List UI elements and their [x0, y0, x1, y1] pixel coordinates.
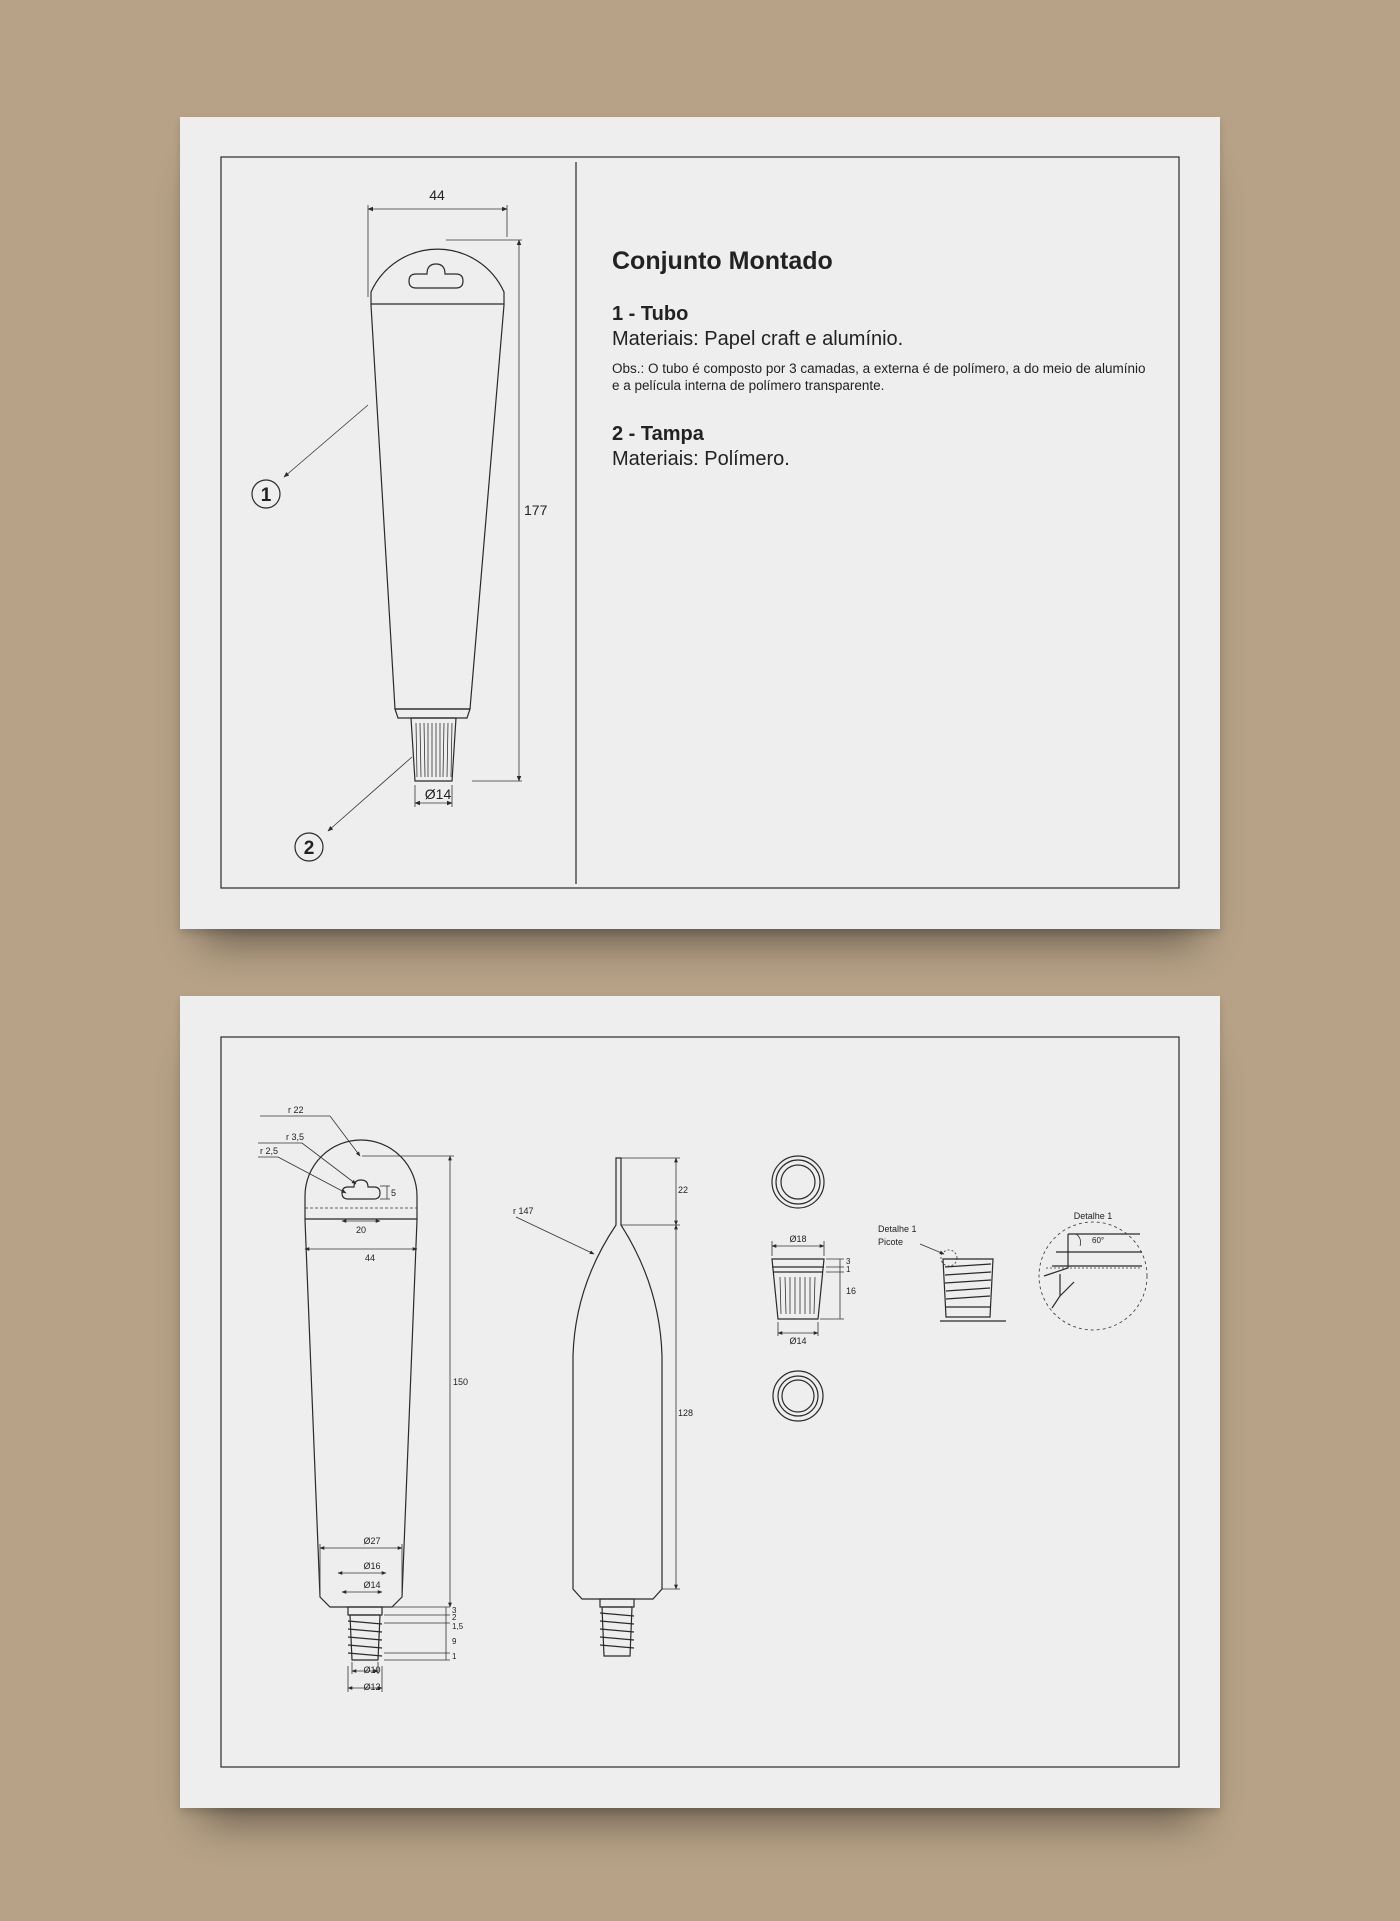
detail-callout-label: Detalhe 1 [878, 1224, 917, 1234]
diameter-14-label: Ø14 [363, 1580, 381, 1590]
neck-dim-2: 2 [452, 1613, 457, 1622]
neck-dim-9: 9 [452, 1637, 457, 1646]
callout-1 [252, 480, 280, 508]
technical-drawing [180, 996, 1220, 1808]
diameter-16-label: Ø16 [363, 1561, 381, 1571]
svg-text:1: 1 [260, 485, 272, 506]
front-width-label: 44 [364, 1253, 376, 1263]
tube-drawing [371, 249, 504, 781]
detail-callout-sub: Picote [878, 1237, 904, 1247]
neck-dim-3: 3 [452, 1606, 457, 1615]
diameter-27-label: Ø27 [363, 1536, 381, 1546]
assembly-drawing [180, 117, 1220, 929]
cap-diameter-dimension: Ø14 [424, 786, 452, 802]
svg-text:2: 2 [303, 838, 315, 859]
part-2-title: 2 - Tampa [612, 423, 704, 445]
part-1-title: 1 - Tubo [612, 303, 689, 325]
cap-bottom-view [773, 1371, 823, 1421]
tube-front-view [305, 1140, 417, 1660]
front-height-label: 150 [453, 1377, 469, 1387]
tube-side-view [573, 1158, 662, 1656]
width-dimension: 44 [429, 187, 445, 203]
hole-width-label: 20 [355, 1225, 367, 1235]
callout-2 [295, 833, 323, 861]
radius-3-5-label: r 3,5 [286, 1132, 305, 1142]
page-title: Conjunto Montado [612, 247, 833, 275]
hole-height-label: 5 [391, 1188, 397, 1198]
technical-sheet [180, 996, 1220, 1808]
cap-top-view [772, 1156, 824, 1208]
side-radius-label: r 147 [513, 1206, 534, 1216]
sheet-border [221, 1037, 1179, 1767]
part-1-materials: Materiais: Papel craft e alumínio. [612, 328, 904, 350]
cap-dim-16: 16 [846, 1286, 857, 1296]
side-body-dim-label: 128 [678, 1408, 694, 1418]
spec-panel [612, 247, 1152, 480]
diameter-10-label: Ø10 [363, 1665, 381, 1675]
radius-2-5-label: r 2,5 [260, 1146, 279, 1156]
assembly-sheet [180, 117, 1220, 929]
cap-section-view [940, 1250, 1006, 1321]
neck-dim-1-5: 1,5 [452, 1622, 464, 1631]
cap-top-diameter-label: Ø18 [789, 1234, 807, 1244]
part-2-materials: Materiais: Polímero. [612, 448, 790, 470]
cap-front-view [772, 1259, 824, 1319]
neck-dim-1: 1 [452, 1652, 457, 1661]
detail-title: Detalhe 1 [1073, 1211, 1113, 1221]
cap-bottom-diameter-label: Ø14 [789, 1336, 807, 1346]
radius-22-label: r 22 [288, 1105, 304, 1115]
detail-angle-label: 60° [1092, 1236, 1105, 1245]
height-dimension: 177 [524, 502, 548, 518]
cap-dim-1: 1 [846, 1265, 851, 1274]
diameter-12-label: Ø12 [363, 1682, 381, 1692]
part-1-note: Obs.: O tubo é composto por 3 camadas, a externa é de polímero, a do meio de alumínio e a película interna de polímero transparente. [612, 361, 1146, 393]
cap-dim-3: 3 [846, 1257, 851, 1266]
side-top-dim-label: 22 [678, 1185, 689, 1195]
